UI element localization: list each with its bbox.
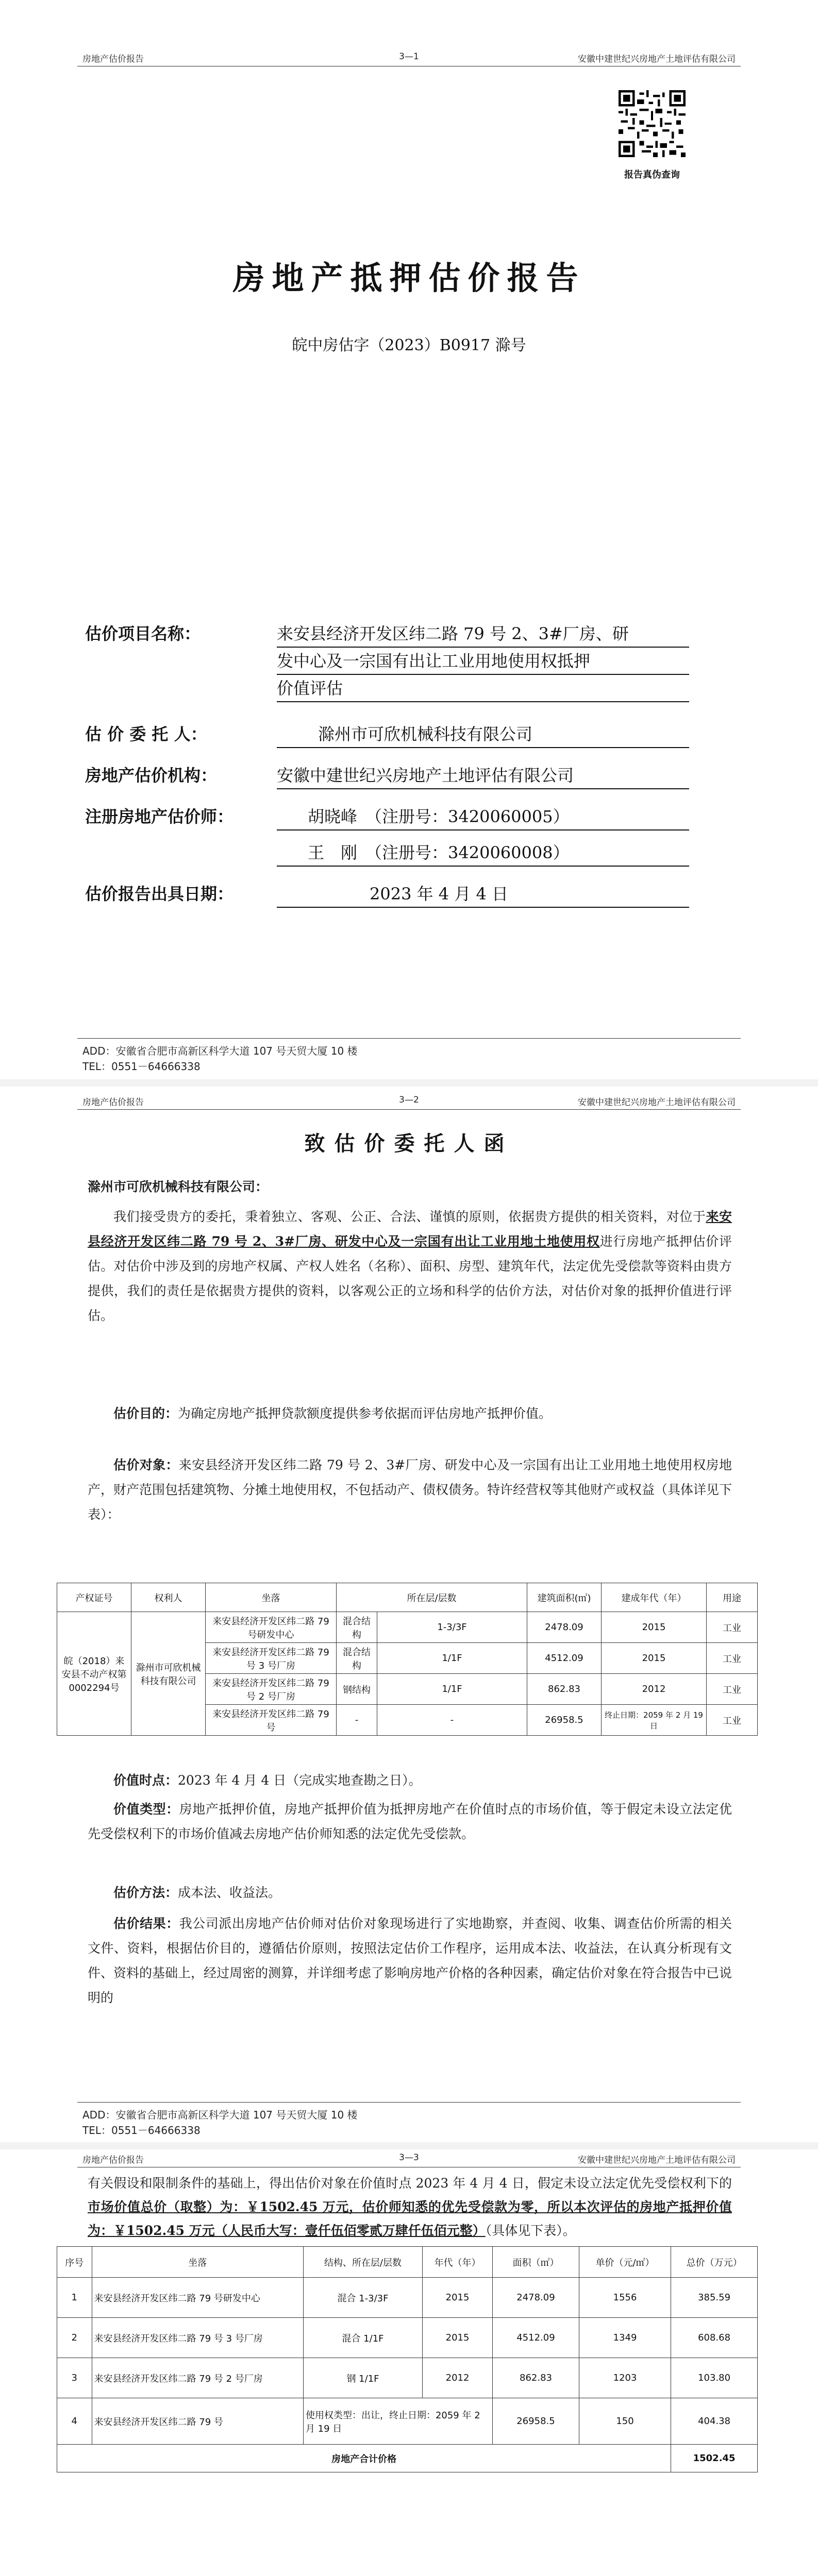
appraiser-1: 胡晓峰 （注册号：3420060005） [277,804,689,831]
header-left: 房地产估价报告 [82,2155,144,2165]
report-title: 房地产抵押估价报告 [232,259,586,297]
col-year: 建成年代（年） [602,1583,707,1612]
result-paragraph [88,1911,732,2010]
object-text: 来安县经济开发区纬二路 79 号 2、3#厂房、研发中心及一宗国有出让工业用地土地使用权房地产，财产范围包括建筑物、分摊土地使用权，不包括动产、债权债务。特许经营权等其他财产或权益（具体详见下表）： [88,1458,732,1522]
page-break [0,2142,818,2149]
footer-tel: TEL：0551－64666338 [82,2124,201,2137]
col-unit-price: 单价（元/㎡） [579,2247,671,2278]
cell-area: 4512.09 [527,1643,602,1674]
cell-unit-price: 1203 [579,2358,671,2398]
project-name-label: 估价项目名称： [85,624,201,643]
qr-caption: 报告真伪查询 [624,170,680,180]
purpose-paragraph [88,1401,732,1426]
cell-no: 4 [57,2398,92,2445]
addressee: 滁州市可欣机械科技有限公司： [88,1179,269,1194]
cell-unit-price: 150 [579,2398,671,2445]
cell-floor: 1-3/3F [377,1612,527,1643]
header-right: 安徽中建世纪兴房地产土地评估有限公司 [578,1097,736,1108]
cert-number: 皖（2018）来安县不动产权第0002294号 [57,1612,131,1736]
project-name-line2: 发中心及一宗国有出让工业用地使用权抵押 [277,648,689,675]
letter-title: 致估价委托人函 [304,1131,514,1156]
timepoint-text: 2023 年 4 月 4 日（完成实地查勘之日）。 [178,1773,422,1788]
col-area: 建筑面积(㎡) [527,1583,602,1612]
owner-name: 滁州市可欣机械科技有限公司 [131,1612,206,1736]
cell-structure: 钢 1/1F [303,2358,422,2398]
cell-year: 2015 [423,2278,493,2318]
col-area: 面积（㎡） [493,2247,579,2278]
cell-location: 来安县经济开发区纬二路 79 号 [92,2398,303,2445]
client-label: 估 价 委 托 人： [85,724,207,744]
cell-area: 26958.5 [493,2398,579,2445]
agency-label: 房地产估价机构： [85,766,218,785]
date-label: 估价报告出具日期： [85,884,234,904]
cell-year: 2015 [602,1643,707,1674]
result-text-c: （具体见下表）。 [485,2223,576,2238]
page-break [0,1079,818,1087]
header-right: 安徽中建世纪兴房地产土地评估有限公司 [578,2155,736,2165]
footer-address: ADD：安徽省合肥市高新区科学大道 107 号天贸大厦 10 楼 [82,2109,358,2121]
purpose-text: 为确定房地产抵押贷款额度提供参考依据而评估房地产抵押价值。 [178,1406,552,1421]
cell-total: 385.59 [671,2278,758,2318]
method-paragraph [88,1880,732,1905]
report-number: 皖中房估字（2023）B0917 滁号 [292,336,526,354]
cell-structure: 混合 1/1F [303,2318,422,2358]
timepoint-paragraph [88,1768,732,1793]
cell-use: 工业 [707,1674,758,1705]
cell-unit-price: 1349 [579,2318,671,2358]
cell-location: 来安县经济开发区纬二路 79 号 3 号厂房 [92,2318,303,2358]
cell-total: 404.38 [671,2398,758,2445]
agency-value: 安徽中建世纪兴房地产土地评估有限公司 [277,762,689,789]
value-type-label: 价值类型： [113,1802,179,1817]
header-page-number: 3—1 [399,52,419,62]
table-row [57,2398,758,2445]
col-location: 坐落 [206,1583,337,1612]
client-value: 滁州市可欣机械科技有限公司 [277,721,689,748]
col-year: 年代（年） [423,2247,493,2278]
header-page-number: 3—3 [399,2153,419,2163]
page-footer [82,2107,358,2138]
cell-area: 862.83 [527,1674,602,1705]
cell-unit-price: 1556 [579,2278,671,2318]
cell-year: 2012 [602,1674,707,1705]
value-type-text: 房地产抵押价值，房地产抵押价值为抵押房地产在价值时点的市场价值，等于假定未设立法定优先受偿权利下的市场价值减去房地产估价师知悉的法定优先受偿款。 [88,1802,732,1841]
col-floor: 所在层/层数 [337,1583,527,1612]
cell-total: 103.80 [671,2358,758,2398]
timepoint-label: 价值时点： [113,1773,178,1788]
intro-property-address: 来安县经济开发区纬二路 79 号 2、3#厂房、研发中心及一宗国有出让工业用地土地使用权 [88,1209,732,1249]
table-row [57,1612,758,1643]
method-label: 估价方法： [113,1885,178,1900]
object-label: 估价对象： [113,1458,179,1472]
valuation-table [57,2246,758,2472]
cell-location: 来安县经济开发区纬二路 79 号 2 号厂房 [92,2358,303,2398]
table-row [57,2318,758,2358]
table-row [57,2358,758,2398]
cell-no: 3 [57,2358,92,2398]
col-location: 坐落 [92,2247,303,2278]
cell-location: 来安县经济开发区纬二路 79 号研发中心 [206,1612,337,1643]
cell-no: 2 [57,2318,92,2358]
sum-value: 1502.45 [671,2445,758,2472]
footer-rule [77,2102,741,2103]
cell-structure: 混合 1-3/3F [303,2278,422,2318]
cell-area: 4512.09 [493,2318,579,2358]
intro-text-c: 进行房地产抵押估价评估。对估价中涉及到的房地产权属、产权人姓名（名称）、面积、房型、建筑年代，法定优先受偿款等资料由贵方提供，我们的责任是依据贵方提供的资料，以客观公正的立场和科学的估价方法，对估价对象的抵押价值进行评估。 [88,1234,732,1323]
page-footer [82,1043,358,1074]
col-owner: 权利人 [131,1583,206,1612]
header-page-number: 3—2 [399,1095,419,1105]
property-table [57,1583,758,1736]
cell-location: 来安县经济开发区纬二路 79 号 [206,1705,337,1736]
object-paragraph [88,1453,732,1527]
method-text: 成本法、收益法。 [178,1885,281,1900]
cell-year: 2015 [602,1612,707,1643]
cell-structure: - [337,1705,377,1736]
header-left: 房地产估价报告 [82,1097,144,1108]
table-header-row [57,1583,758,1612]
cell-structure: 使用权类型：出让，终止日期：2059 年 2 月 19 日 [303,2398,492,2445]
result-label: 估价结果： [113,1916,179,1931]
intro-text-a: 我们接受贵方的委托，秉着独立、客观、公正、合法、谨慎的原则，依据贵方提供的相关资料，对位于 [113,1209,706,1224]
cell-year: 2015 [423,2318,493,2358]
purpose-label: 估价目的： [113,1406,178,1421]
cell-structure: 混合结构 [337,1612,377,1643]
cell-area: 2478.09 [527,1612,602,1643]
result-text-a: 有关假设和限制条件的基础上，得出估价对象在价值时点 2023 年 4 月 4 日，假定未设立法定优先受偿权利下的 [88,2176,732,2191]
project-name-line3: 价值评估 [277,675,689,702]
table-header-row [57,2247,758,2278]
col-structure: 结构、所在层/层数 [303,2247,422,2278]
appraiser-label: 注册房地产估价师： [85,807,234,826]
cell-total: 608.68 [671,2318,758,2358]
sum-label: 房地产合计价格 [57,2445,671,2472]
cell-no: 1 [57,2278,92,2318]
cell-floor: 1/1F [377,1643,527,1674]
cell-area: 26958.5 [527,1705,602,1736]
footer-address: ADD：安徽省合肥市高新区科学大道 107 号天贸大厦 10 楼 [82,1045,358,1057]
cell-floor: - [377,1705,527,1736]
result-value-statement: 市场价值总价（取整）为：￥1502.45 万元，估价师知悉的优先受偿款为零，所以本次评估的房地产抵押价值为：￥1502.45 万元（人民币大写：壹仟伍佰零贰万肆仟伍佰元整） [88,2199,732,2238]
cell-location: 来安县经济开发区纬二路 79 号 3 号厂房 [206,1643,337,1674]
header-left: 房地产估价报告 [82,54,144,64]
value-type-paragraph [88,1797,732,1846]
cell-area: 2478.09 [493,2278,579,2318]
cell-location: 来安县经济开发区纬二路 79 号 2 号厂房 [206,1674,337,1705]
cell-location: 来安县经济开发区纬二路 79 号研发中心 [92,2278,303,2318]
appraiser-2: 王 刚 （注册号：3420060008） [277,840,689,867]
cell-area: 862.83 [493,2358,579,2398]
result-continuation [88,2172,732,2243]
qr-code-icon[interactable] [619,90,686,157]
result-text: 我公司派出房地产估价师对估价对象现场进行了实地勘察，并查阅、收集、调查估价所需的相关文件、资料，根据估价目的，遵循估价原则，按照法定估价工作程序，运用成本法、收益法，在认真分析现有文件、资料的基础上，经过周密的测算，并详细考虑了影响房地产价格的各种因素，确定估价对象在符合报告中已说明的 [88,1916,732,2005]
cell-structure: 混合结构 [337,1643,377,1674]
table-row [57,2278,758,2318]
cell-year: 终止日期：2059 年 2 月 19 日 [602,1705,707,1736]
col-cert: 产权证号 [57,1583,131,1612]
project-name-line1: 来安县经济开发区纬二路 79 号 2、3#厂房、研 [277,621,689,648]
cell-year: 2012 [423,2358,493,2398]
date-value: 2023 年 4 月 4 日 [277,881,689,908]
cell-use: 工业 [707,1705,758,1736]
cell-floor: 1/1F [377,1674,527,1705]
col-use: 用途 [707,1583,758,1612]
table-sum-row [57,2445,758,2472]
letter-intro [88,1205,732,1328]
cell-use: 工业 [707,1643,758,1674]
header-right: 安徽中建世纪兴房地产土地评估有限公司 [578,54,736,64]
col-total: 总价（万元） [671,2247,758,2278]
footer-tel: TEL：0551－64666338 [82,1060,201,1073]
footer-rule [77,1038,741,1039]
col-no: 序号 [57,2247,92,2278]
cell-use: 工业 [707,1612,758,1643]
header-rule [77,1109,741,1110]
cell-structure: 钢结构 [337,1674,377,1705]
